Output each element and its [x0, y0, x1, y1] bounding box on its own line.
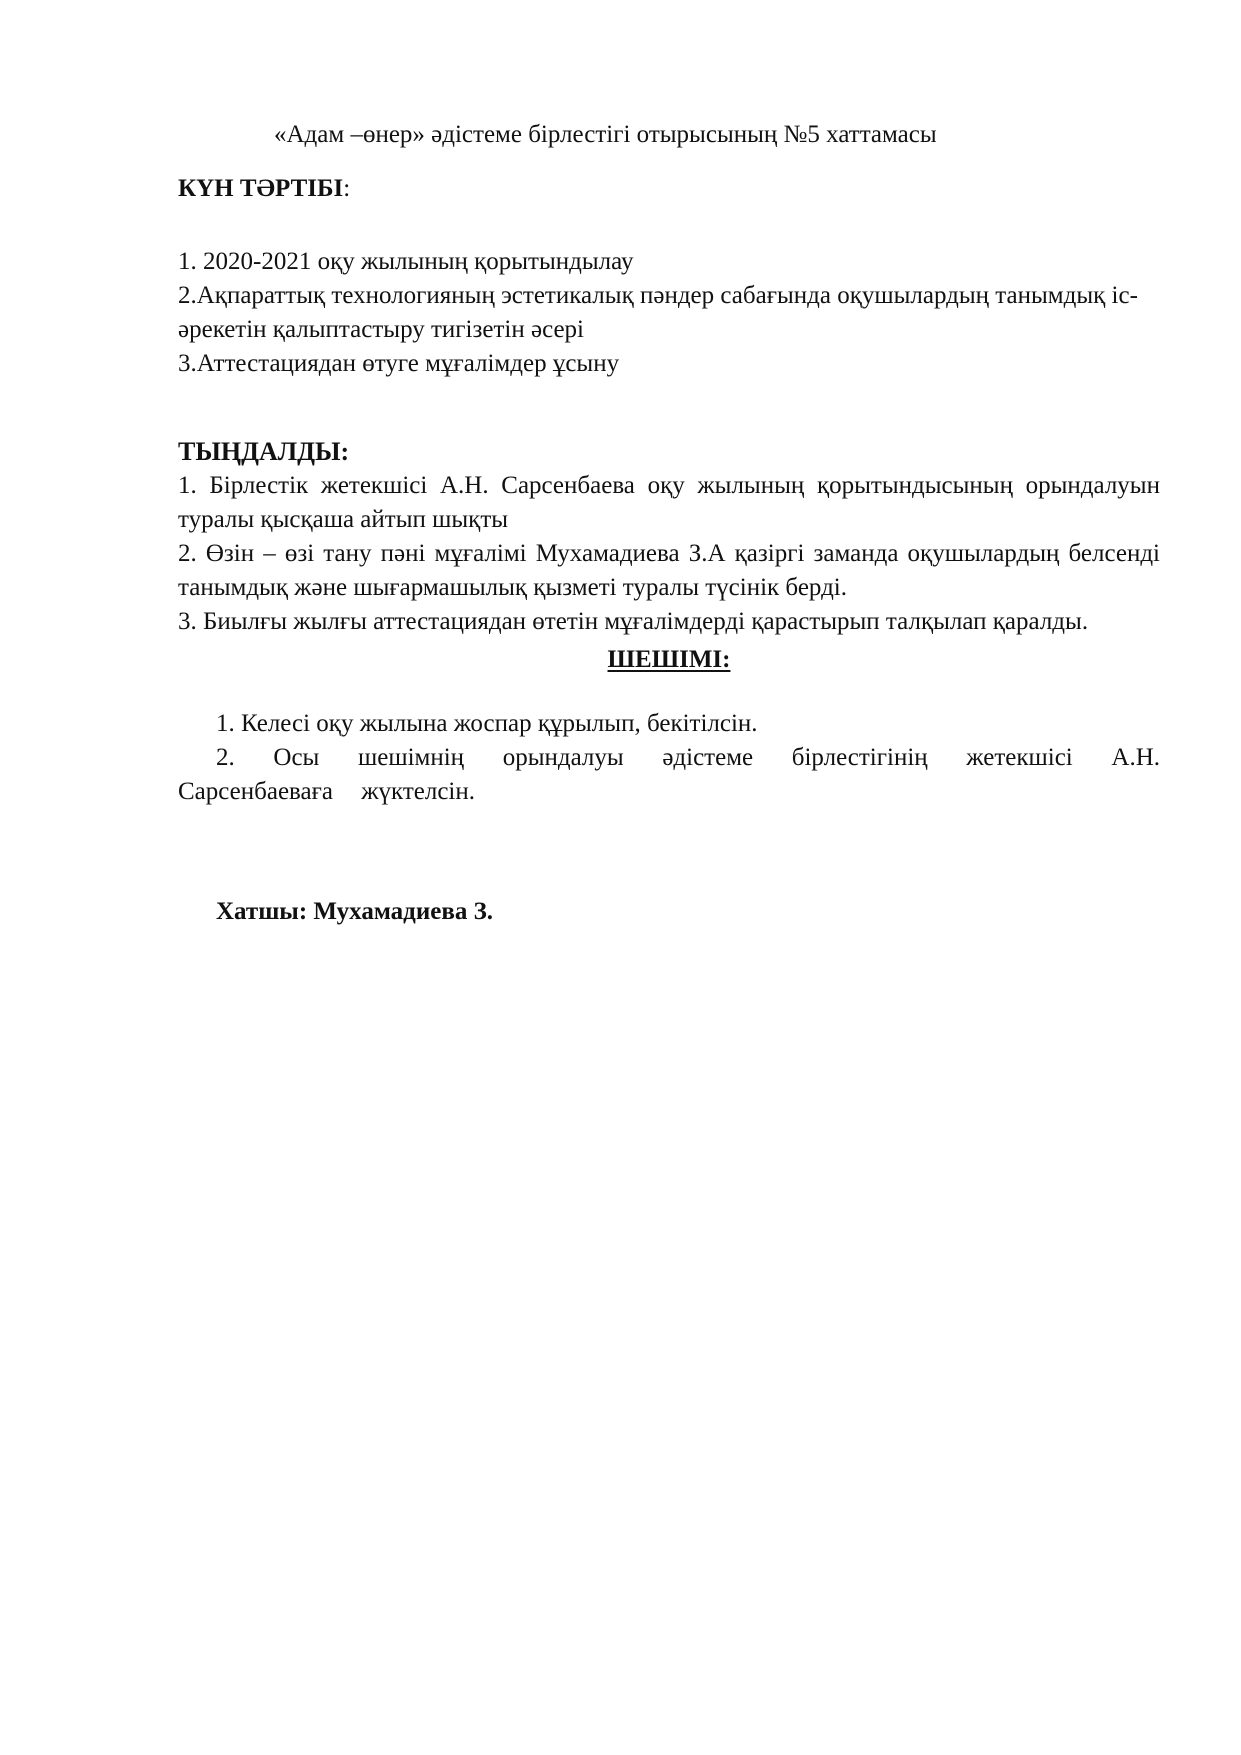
document-body	[178, 118, 1160, 929]
heard-list	[178, 469, 1160, 639]
decision-item: 1. Келесі оқу жылына жоспар құрылып, бекітілсін.	[216, 710, 758, 737]
heard-item: 3. Биылғы жылғы аттестациядан өтетін мұғалімдерді қарастырып талқылап қаралды.	[178, 608, 1089, 635]
agenda-heading-colon: :	[343, 175, 351, 202]
agenda-item: 2.Ақпараттық технологияның эстетикалық пәндер сабағында оқушылардың танымдық іс-әрекетін қалыптастыру тигізетін әсері	[178, 282, 1138, 343]
decision-item: 2. Осы шешімнің орындалуы әдістеме бірлестігінің жетекшісі А.Н. Сарсенбаеваға жүктелсін.	[178, 744, 1160, 805]
decision-list	[178, 707, 1160, 809]
agenda-list	[178, 245, 1160, 381]
secretary-signature-line: Хатшы: Мухамадиева З.	[216, 898, 494, 925]
heard-heading: ТЫҢДАЛДЫ:	[178, 437, 350, 466]
agenda-item: 1. 2020-2021 оқу жылының қорытындылау	[178, 248, 634, 275]
document-title: «Адам –өнер» әдістеме бірлестігі отырысының №5 хаттамасы	[274, 121, 937, 148]
heard-item: 2. Өзін – өзі тану пәні мұғалімі Мухамадиева З.А қазіргі заманда оқушылардың белсенді танымдық және шығармашылық қызметі туралы түсінік берді.	[178, 540, 1160, 601]
decision-heading: ШЕШІМІ:	[607, 646, 731, 673]
agenda-heading: КҮН ТӘРТІБІ	[178, 175, 344, 202]
heard-item: 1. Бірлестік жетекшісі А.Н. Сарсенбаева оқу жылының қорытындысының орындалуын туралы қысқаша айтып шықты	[178, 472, 1160, 533]
agenda-item: 3.Аттестациядан өтуге мұғалімдер ұсыну	[178, 350, 620, 377]
agenda-heading-line	[178, 172, 1160, 206]
